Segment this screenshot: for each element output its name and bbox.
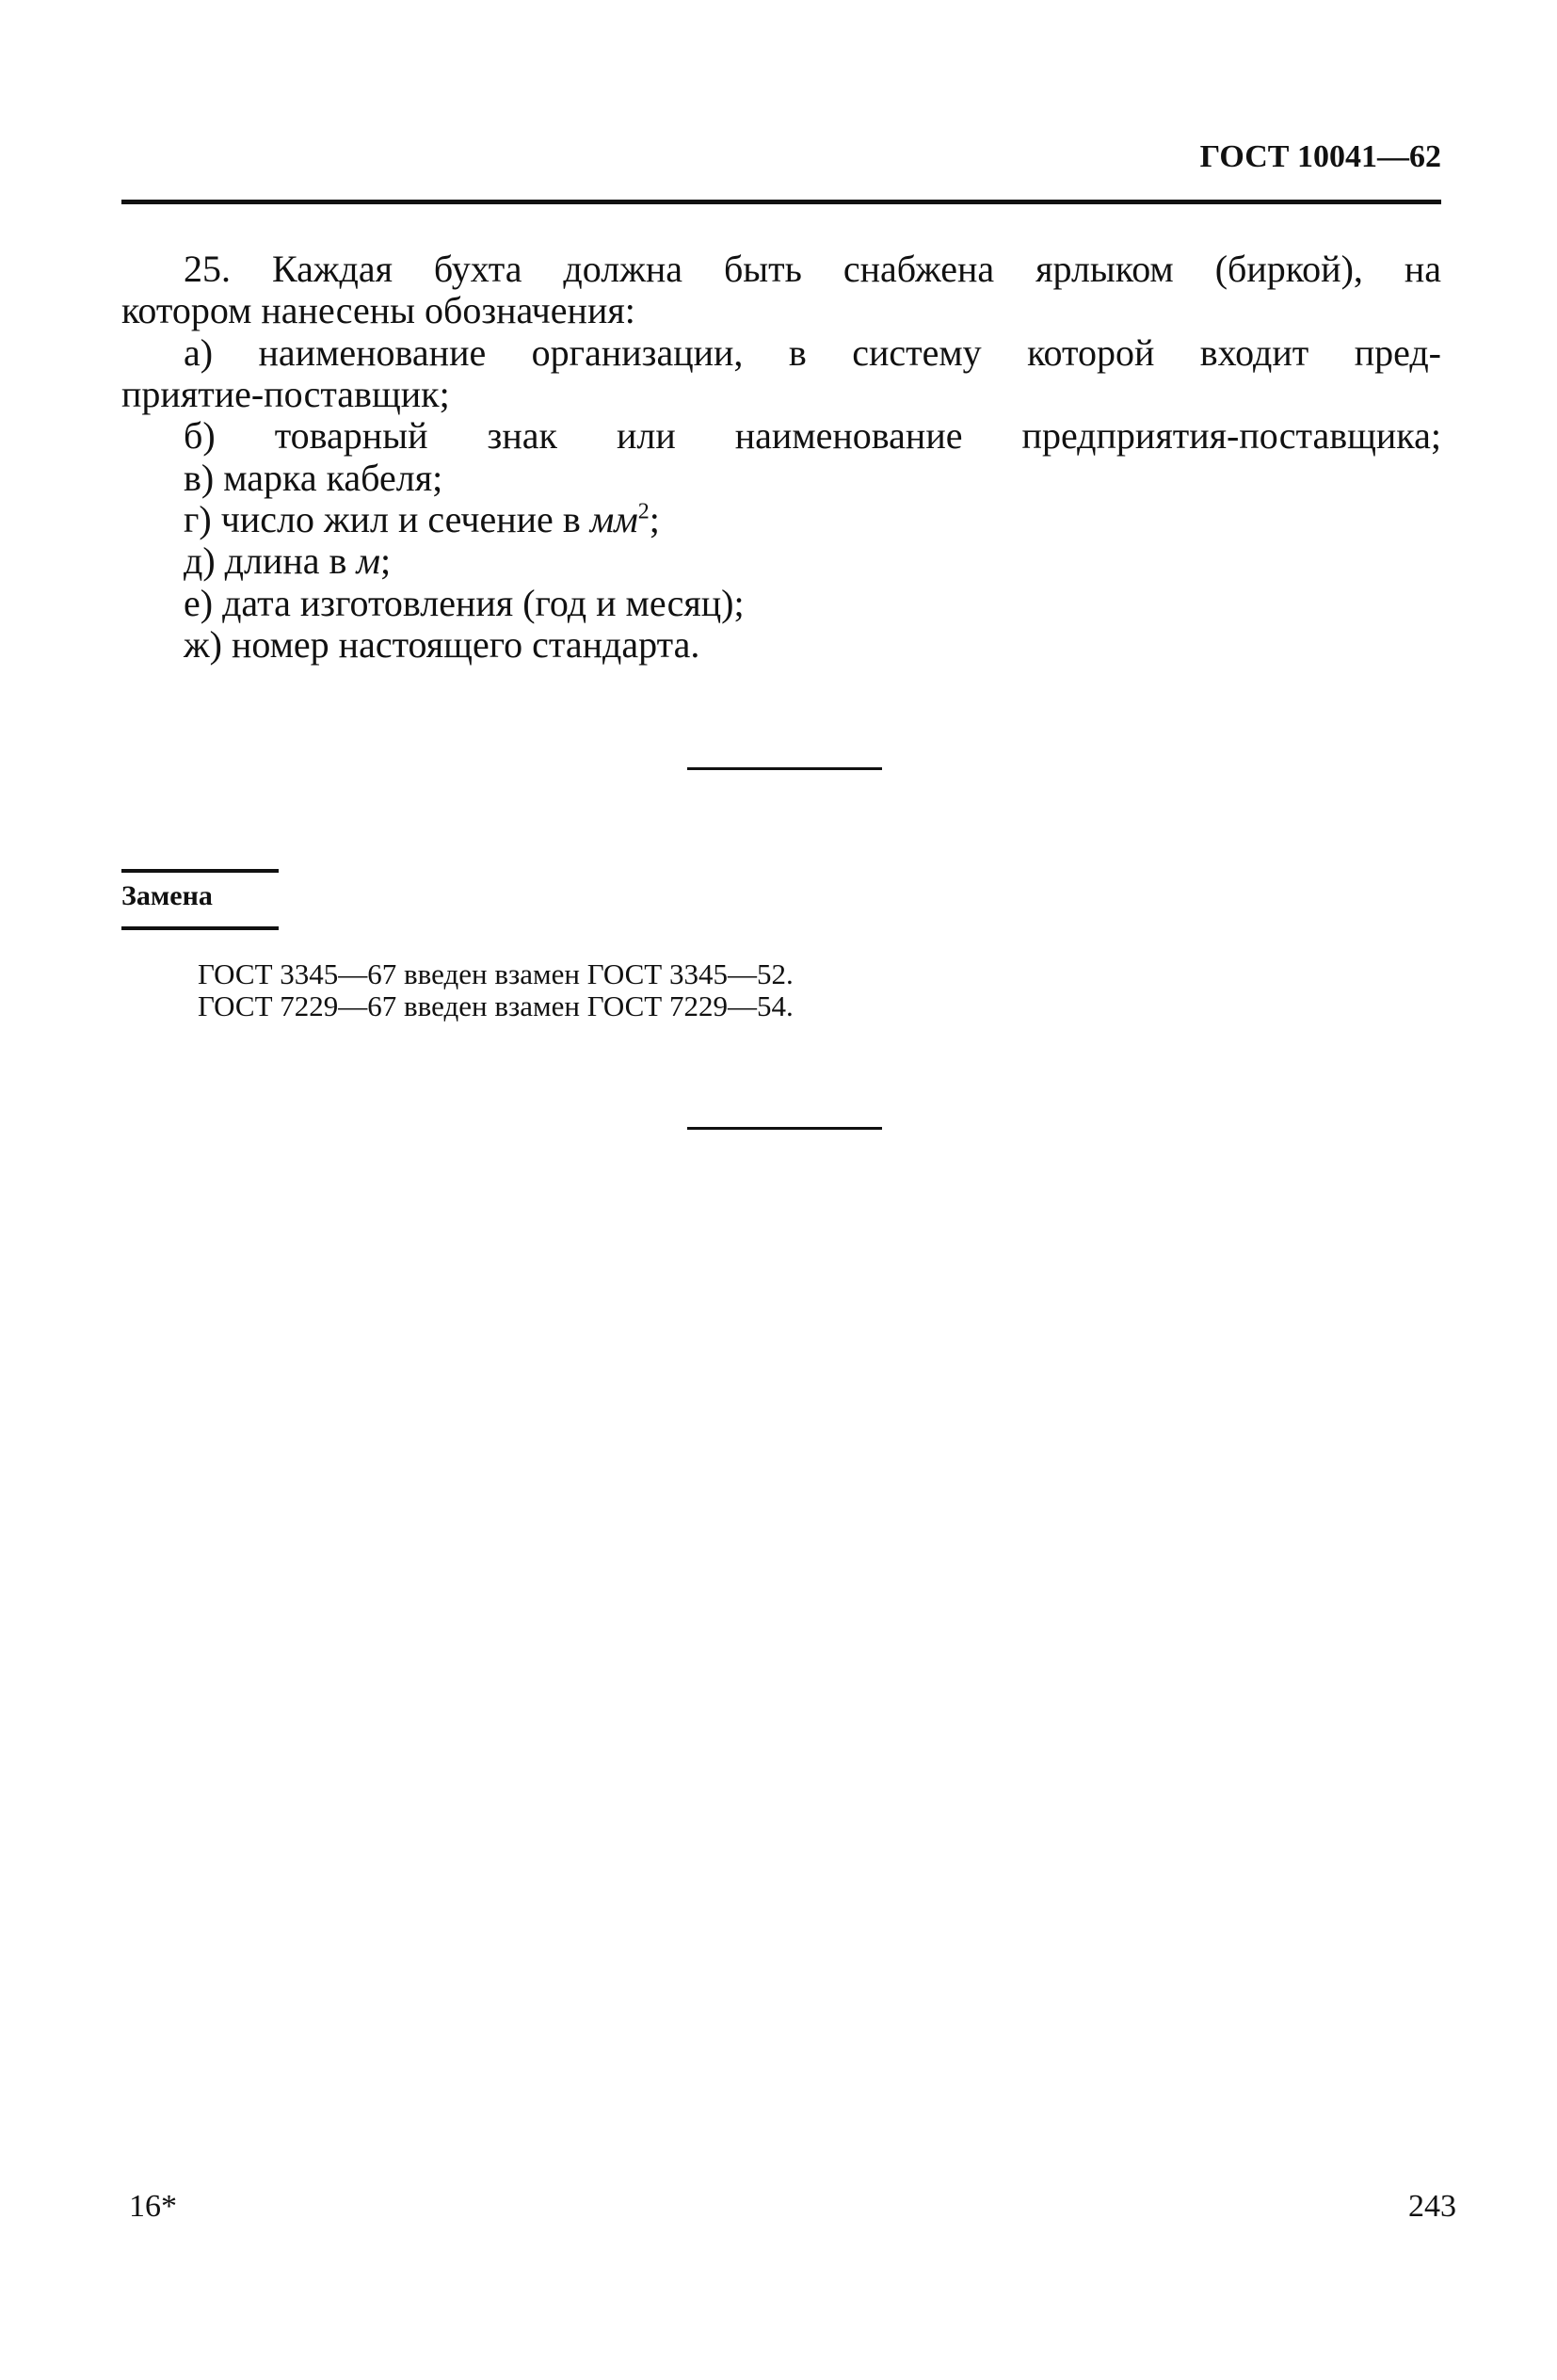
page-number: 243 — [1408, 2189, 1456, 2224]
item-text: ; — [379, 539, 392, 582]
superscript: 2 — [637, 499, 650, 524]
unit-text: м — [356, 539, 380, 582]
clause-line: 25. Каждая бухта должна быть снабжена ярлыком (биркой), на — [184, 248, 1441, 290]
header-rule — [121, 200, 1441, 204]
item-text: ; — [649, 498, 660, 540]
item-text: д) длина в — [184, 539, 357, 582]
clause-item-g — [184, 499, 1441, 540]
clause-item-d — [184, 540, 1441, 582]
clause-line: а) наименование организации, в систему которой входит пред- — [184, 331, 1441, 374]
clause-line: б) товарный знак или наименование предприятия-поставщика; — [184, 414, 1441, 457]
clause-line: приятие-поставщик; — [121, 373, 450, 415]
signature-mark: 16* — [129, 2189, 177, 2224]
replacement-top-rule — [121, 869, 279, 873]
clause-line: в) марка кабеля; — [184, 457, 443, 499]
replacement-line: ГОСТ 3345—67 введен взамен ГОСТ 3345—52. — [198, 957, 794, 990]
clause-line: котором нанесены обозначения: — [121, 289, 635, 331]
unit-text: мм — [589, 498, 638, 540]
section-separator — [687, 767, 882, 770]
document-header-standard: ГОСТ 10041—62 — [1199, 139, 1441, 174]
section-separator — [687, 1127, 882, 1130]
item-text: г) число жил и сечение в — [184, 498, 590, 540]
replacement-bottom-rule — [121, 926, 279, 930]
clause-item-zh: ж) номер настоящего стандарта. — [184, 623, 700, 666]
replacement-line: ГОСТ 7229—67 введен взамен ГОСТ 7229—54. — [198, 989, 794, 1022]
replacement-title: Замена — [121, 880, 213, 911]
clause-item-e: е) дата изготовления (год и месяц); — [184, 582, 745, 624]
